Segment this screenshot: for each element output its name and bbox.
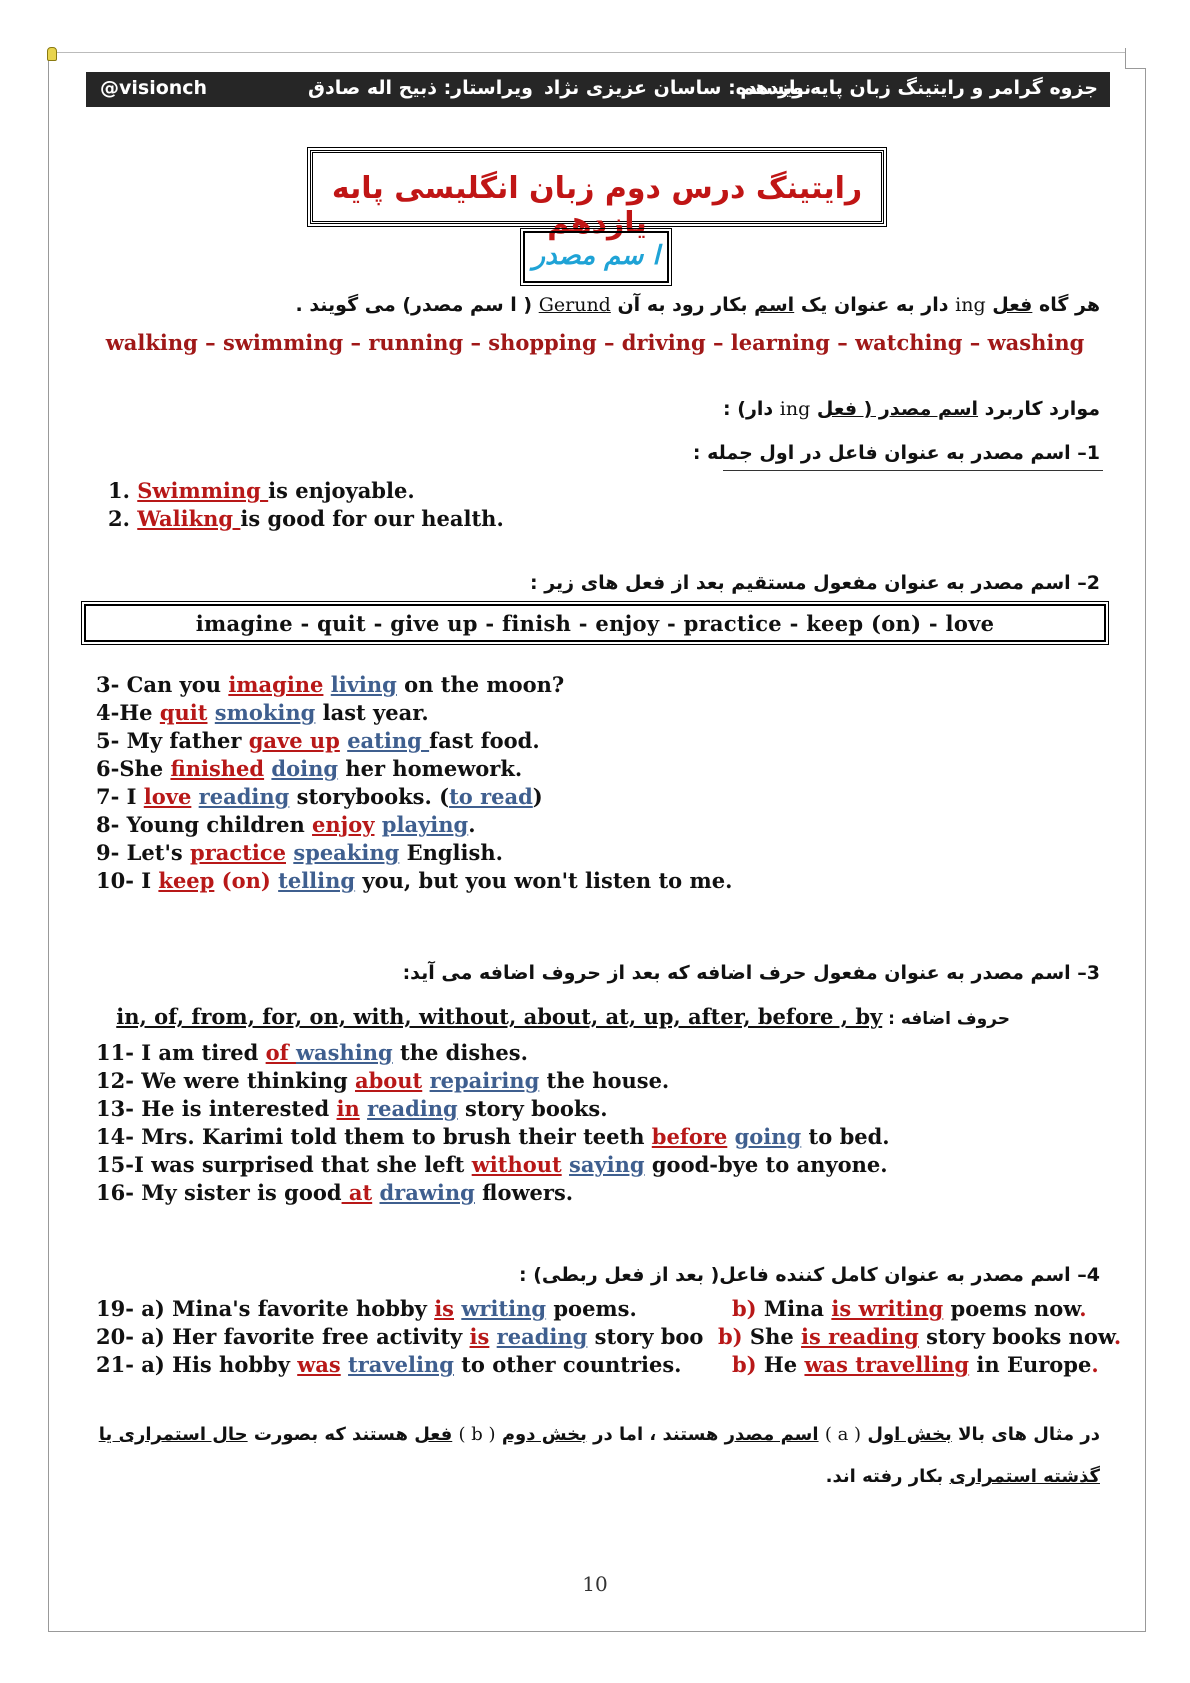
list-item [108,506,504,531]
gerund-word: traveling [348,1352,454,1377]
item-text: the house. [539,1068,670,1093]
item-number: 1. [108,478,130,503]
verb-list: imagine - quit - give up - finish - enjoy - practice - keep (on) - love [195,611,995,636]
item-text: storybooks. ( [289,784,450,809]
item-text: (on) [214,868,279,893]
gerund-word: speaking [293,840,400,865]
item-text [562,1152,569,1177]
header-bar [86,72,1110,107]
intro-text: هر گاه [1038,294,1100,316]
item-text: good-bye to anyone. [644,1152,888,1177]
header-editor: ویراستار: ذبیح اله صادق [308,77,533,99]
intro-text: Gerund [538,294,611,316]
pushpin-icon [47,47,57,61]
list-item [96,728,540,753]
item-text: ) [532,784,543,809]
list-item [96,700,429,725]
conclusion-text: فعل [414,1424,453,1445]
item-text: 16- My sister is good [96,1180,342,1205]
item-text: is enjoyable. [268,478,415,503]
item-label: b) [732,1296,757,1321]
page-number: 10 [582,1572,608,1596]
list-item [96,1040,528,1065]
list-item [96,1096,608,1121]
item-text [374,812,381,837]
item-text: He [756,1352,805,1377]
item-text: 19- a) Mina's favorite hobby [96,1296,435,1321]
intro-text: اسم [754,294,795,316]
item-text: is good for our health. [240,506,504,531]
linking-verb: is [434,1296,454,1321]
item-text: 4-He [96,700,160,725]
usage-heading [723,398,1100,420]
intro-text: دار به عنوان یک [800,294,949,316]
item-text: in Europe [969,1352,1092,1377]
conclusion-text: ( a ) [824,1424,862,1445]
preposition-word: at [341,1180,373,1205]
gerund-word: playing [381,812,469,837]
gerund-word: Swimming [137,478,269,503]
item-text: on the moon? [396,672,565,697]
item-text: . [468,812,476,837]
title-box [310,150,884,241]
item-text: 6-She [96,756,171,781]
header-title: جزوه گرامر و رایتینگ زبان پایه یازدهم [740,77,1098,99]
item-text: . [1091,1352,1099,1377]
item-text: 8- Young children [96,812,313,837]
item-text: flowers. [474,1180,574,1205]
verb-word: imagine [228,672,324,697]
item-text: 11- I am tired [96,1040,266,1065]
item-text: 13- He is interested [96,1096,337,1121]
item-number: 2. [108,506,130,531]
usage-text: دار) : [723,398,774,420]
item-text: Mina [756,1296,832,1321]
item-text: story books now [918,1324,1114,1349]
conclusion-line-1 [99,1424,1100,1445]
item-text: the dishes. [392,1040,528,1065]
gerund-examples: walking – swimming – running – shopping – driving – learning – watching – washing [105,330,1085,355]
verb-word: practice [190,840,286,865]
item-text: to other countries. [453,1352,682,1377]
item-text: 5- My father [96,728,249,753]
list-item [96,1324,703,1349]
list-item [96,1296,637,1321]
list-item-b [732,1296,1087,1321]
conclusion-text: در مثال های بالا [958,1424,1100,1445]
gerund-word: writing [461,1296,547,1321]
item-text: 12- We were thinking [96,1068,355,1093]
infinitive-word: to read [449,784,533,809]
item-text: poems now [943,1296,1080,1321]
item-text: 10- I [96,868,159,893]
list-item-b [718,1324,1121,1349]
item-text [191,784,198,809]
continuous-verb: is writing [831,1296,944,1321]
preposition-list: in, of, from, for, on, with, without, about, at, up, after, before , by [116,1004,883,1029]
conclusion-text: هستند ، اما در [593,1424,719,1445]
item-text [727,1124,734,1149]
list-item [108,478,415,503]
conclusion-text: بخش اول [867,1424,952,1445]
list-item [96,784,543,809]
item-text [422,1068,429,1093]
gerund-word: reading [367,1096,458,1121]
preposition-word: of [265,1040,296,1065]
list-item-b [732,1352,1099,1377]
list-item [96,1352,682,1377]
item-text [372,1180,379,1205]
item-text [207,700,214,725]
list-item [96,672,564,697]
item-text: to bed. [801,1124,890,1149]
usage-text: ing [779,398,811,420]
preposition-label: حروف اضافه : [888,1009,1010,1029]
conclusion-text: بکار رفته اند. [825,1466,944,1487]
list-item [96,1124,890,1149]
section3-heading: 3– اسم مصدر به عنوان مفعول حرف اضافه که بعد از حروف اضافه می آید: [402,962,1100,984]
gerund-word: repairing [429,1068,540,1093]
gerund-word: drawing [379,1180,475,1205]
item-text: story books. [457,1096,608,1121]
gerund-word: Walikng [137,506,241,531]
item-text: her homework. [338,756,523,781]
verb-word: love [143,784,192,809]
item-text: story boo [587,1324,704,1349]
gerund-word: telling [278,868,356,893]
verb-word: gave up [248,728,340,753]
subtitle: ا سم مصدر [532,241,660,271]
item-text [323,672,330,697]
verb-word: keep [158,868,215,893]
subtitle-box [523,231,669,283]
gerund-word: reading [198,784,290,809]
section1-rule [723,470,1103,471]
header-author: نویسنده: ساسان عزیزی نژاد [544,77,812,99]
item-text: poems. [546,1296,637,1321]
conclusion-text: بخش دوم [501,1424,587,1445]
conclusion-text: اسم مصدر [724,1424,819,1445]
conclusion-line-2 [826,1466,1100,1487]
intro-text: فعل [992,294,1033,316]
gerund-word: reading [496,1324,588,1349]
item-text: . [1079,1296,1087,1321]
verb-word: finished [170,756,265,781]
verb-word: enjoy [312,812,375,837]
usage-text: اسم مصدر ( فعل [816,398,979,420]
intro-line [295,294,1100,316]
list-item [96,1068,669,1093]
item-text: 7- I [96,784,144,809]
section1-heading: 1– اسم مصدر به عنوان فاعل در اول جمله : [692,442,1100,464]
page-corner-fold [1125,48,1146,69]
page-title: رایتینگ درس دوم زبان انگلیسی پایه یازدهم [331,171,863,241]
preposition-line [116,1004,1010,1029]
gerund-word: living [330,672,397,697]
gerund-word: eating [347,728,430,753]
usage-text: موارد کاربرد [984,398,1100,420]
linking-verb: is [469,1324,490,1349]
item-text [360,1096,367,1121]
linking-verb: was [297,1352,341,1377]
list-item [96,1152,888,1177]
item-label: b) [732,1352,757,1377]
item-text: 15-I was surprised that she left [96,1152,472,1177]
item-label: b) [718,1324,743,1349]
list-item [96,756,522,781]
item-text: English. [399,840,503,865]
preposition-word: in [336,1096,360,1121]
item-text: 20- a) Her favorite free activity [96,1324,470,1349]
gerund-word: doing [271,756,339,781]
section2-heading: 2– اسم مصدر به عنوان مفعول مستقیم بعد از فعل های زیر : [529,572,1100,594]
verb-list-box [84,604,1106,642]
item-text: She [742,1324,802,1349]
list-item [96,840,503,865]
gerund-word: saying [569,1152,645,1177]
preposition-word: before [651,1124,728,1149]
gerund-word: going [734,1124,802,1149]
conclusion-text: ( b ) [458,1424,496,1445]
header-handle: @visionch [100,77,208,99]
list-item [96,1180,573,1205]
gerund-word: washing [295,1040,393,1065]
preposition-word: about [354,1068,423,1093]
item-text: 14- Mrs. Karimi told them to brush their teeth [96,1124,652,1149]
list-item [96,868,732,893]
item-text: fast food. [429,728,540,753]
item-text: . [1113,1324,1122,1349]
intro-text: ( ا سم مصدر) می گویند . [295,294,533,316]
verb-word: quit [159,700,208,725]
item-text: 3- Can you [96,672,229,697]
intro-text: ing [955,294,986,316]
conclusion-text: حال استمراری یا [98,1424,248,1445]
item-text: 9- Let's [96,840,191,865]
conclusion-text: گذشته استمراری [949,1466,1100,1487]
continuous-verb: is reading [801,1324,919,1349]
item-text: you, but you won't listen to me. [355,868,733,893]
section4-heading: 4– اسم مصدر به عنوان کامل کننده فاعل( بعد از فعل ربطی) : [519,1264,1100,1286]
list-item [96,812,476,837]
conclusion-text: هستند که بصورت [253,1424,408,1445]
intro-text: بکار رود به آن [617,294,748,316]
item-text: last year. [315,700,429,725]
gerund-word: smoking [214,700,316,725]
preposition-word: without [471,1152,562,1177]
continuous-verb: was travelling [804,1352,970,1377]
item-text: 21- a) His hobby [96,1352,298,1377]
